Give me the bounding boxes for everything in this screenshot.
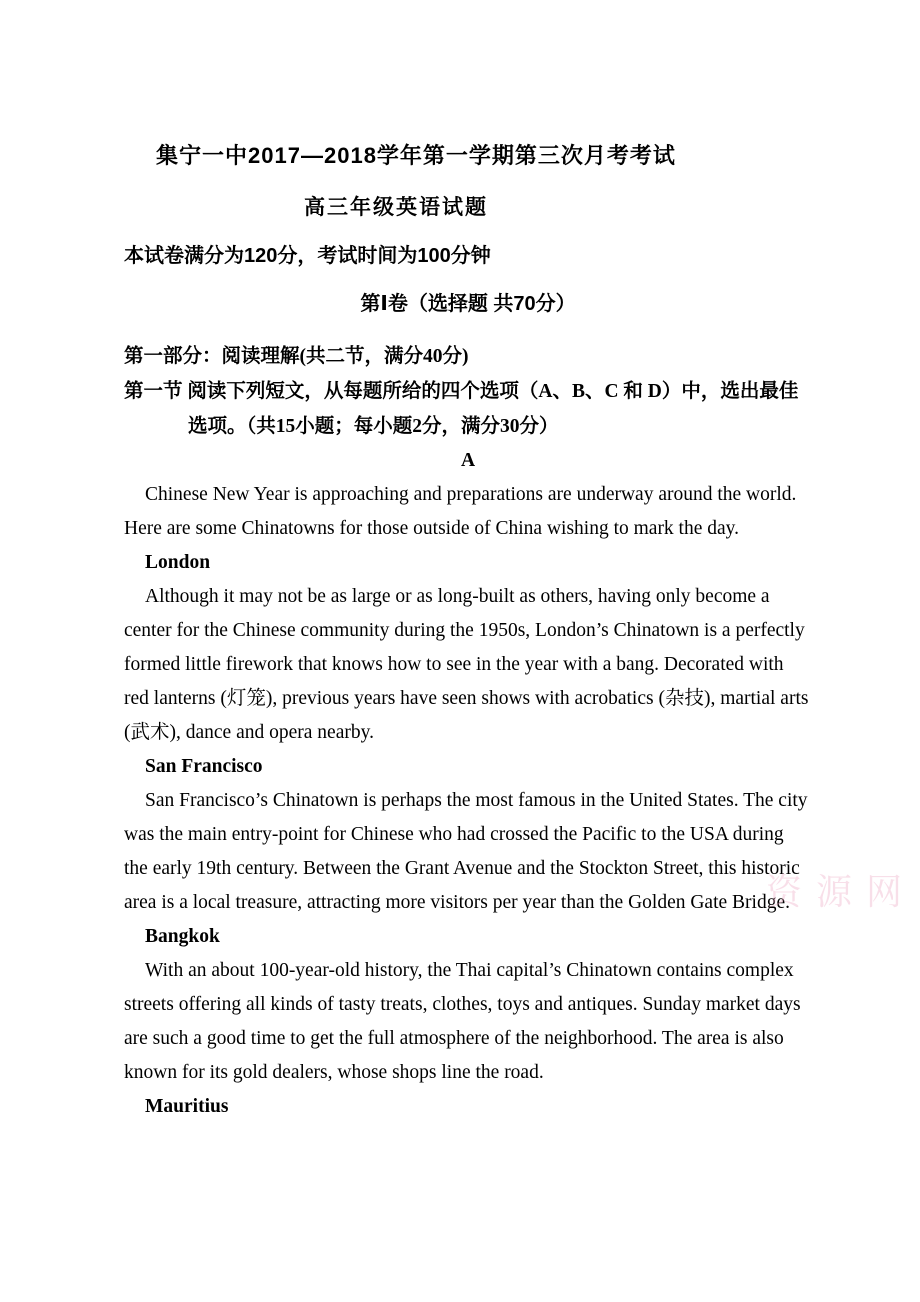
volume-heading: 第Ⅰ卷（选择题 共70分） (360, 293, 576, 315)
watermark: 资源网 (766, 872, 917, 912)
passage-intro: Chinese New Year is approaching and preparations are underway around the world. Here are some Chinatowns for those outside of China wishing to mark the day. (124, 484, 797, 539)
city-heading-bangkok: Bangkok (145, 926, 220, 947)
exam-info: 本试卷满分为120分，考试时间为100分钟 (124, 245, 491, 267)
city-paragraph-london: Although it may not be as large or as long-built as others, having only become a center for the Chinese community during the 1950s, London’s Chinatown is a perfectly formed little firework that knows how to see in the year with a bang. Decorated with red lanterns (灯笼), previous years have seen shows with acrobatics (杂技), martial arts (武术), dance and opera nearby. (124, 586, 809, 743)
city-heading-london: London (145, 552, 211, 573)
city-section-san-francisco (124, 750, 812, 920)
city-heading-mauritius: Mauritius (145, 1096, 229, 1117)
city-heading-san-francisco: San Francisco (145, 756, 263, 777)
exam-document (124, 0, 812, 1124)
passage-label: A (460, 450, 476, 471)
exam-title: 集宁一中2017—2018学年第一学期第三次月考考试 (156, 143, 676, 168)
city-section-london (124, 546, 812, 750)
city-paragraph-san-francisco: San Francisco’s Chinatown is perhaps the most famous in the United States. The city was the main entry-point for Chinese who had crossed the Pacific to the USA during the early 19th century. Between the Grant Avenue and the Stockton Street, this historic area is a local treasure, attracting more visitors per year than the Golden Gate Bridge. (124, 790, 808, 913)
city-section-mauritius (124, 1090, 812, 1124)
exam-subtitle: 高三年级英语试题 (304, 196, 488, 219)
city-section-bangkok (124, 920, 812, 1090)
city-paragraph-bangkok: With an about 100-year-old history, the Thai capital’s Chinatown contains complex streets offering all kinds of tasty treats, clothes, toys and antiques. Sunday market days are such a good time to get the full atmosphere of the neighborhood. The area is also known for its gold dealers, whose shops line the road. (124, 960, 801, 1083)
part-heading: 第一部分：阅读理解(共二节，满分40分) (124, 346, 469, 367)
section-instruction: 第一节 阅读下列短文，从每题所给的四个选项（A、B、C 和 D）中，选出最佳选项。（共15小题；每小题2分，满分30分） (124, 381, 799, 437)
